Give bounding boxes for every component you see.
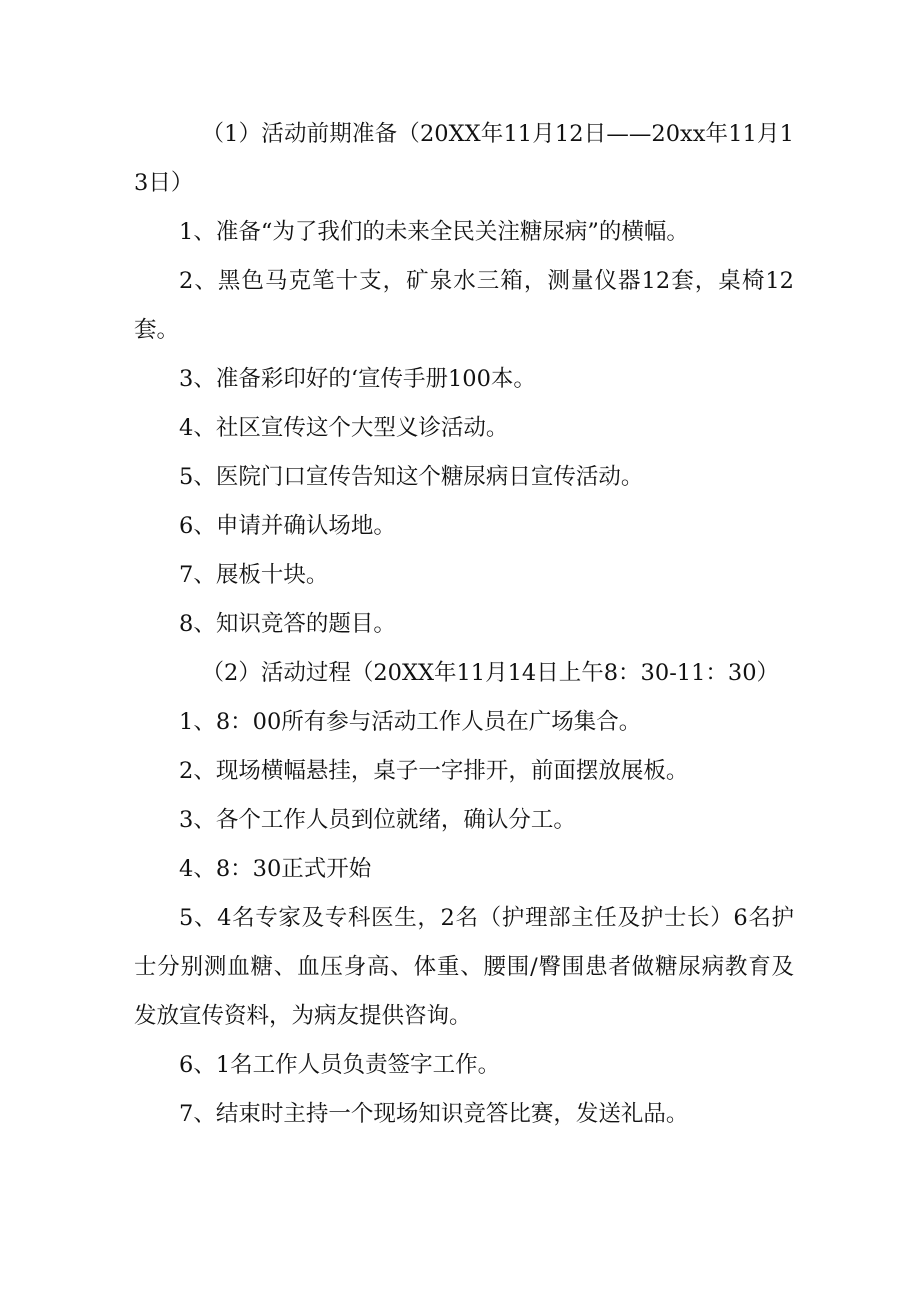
- list-item: 2、现场横幅悬挂，桌子一字排开，前面摆放展板。: [179, 758, 689, 784]
- section-heading-process: （2）活动过程（20XX年11月14日上午8：30-11：30）: [201, 660, 780, 686]
- list-item: 7、展板十块。: [179, 562, 329, 588]
- list-item: 3、准备彩印好的‘宣传手册100本。: [179, 366, 536, 392]
- list-item: 4、8：30正式开始: [179, 856, 372, 882]
- list-item: 5、医院门口宣传告知这个糖尿病日宣传活动。: [179, 464, 644, 490]
- section-heading-preparation: （1）活动前期准备（20XX年11月12日——20xx年11月13日）: [134, 121, 794, 196]
- list-item: 6、1名工作人员负责签字工作。: [179, 1052, 501, 1078]
- list-item: 1、准备“为了我们的未来全民关注糖尿病”的横幅。: [179, 219, 689, 245]
- list-item: 7、结束时主持一个现场知识竞答比赛，发送礼品。: [179, 1101, 689, 1127]
- list-item: 3、各个工作人员到位就绪，确认分工。: [179, 807, 576, 833]
- list-item: 6、申请并确认场地。: [179, 513, 396, 539]
- list-item: 4、社区宣传这个大型义诊活动。: [179, 415, 509, 441]
- document-body: [134, 110, 794, 1139]
- list-item: 2、黑色马克笔十支，矿泉水三箱，测量仪器12套，桌椅12套。: [134, 268, 794, 343]
- list-item: 1、8：00所有参与活动工作人员在广场集合。: [179, 709, 642, 735]
- list-item: 5、4名专家及专科医生，2名（护理部主任及护士长）6名护士分别测血糖、血压身高、体重、腰围/臀围患者做糖尿病教育及发放宣传资料，为病友提供咨询。: [134, 905, 794, 1029]
- list-item: 8、知识竞答的题目。: [179, 611, 396, 637]
